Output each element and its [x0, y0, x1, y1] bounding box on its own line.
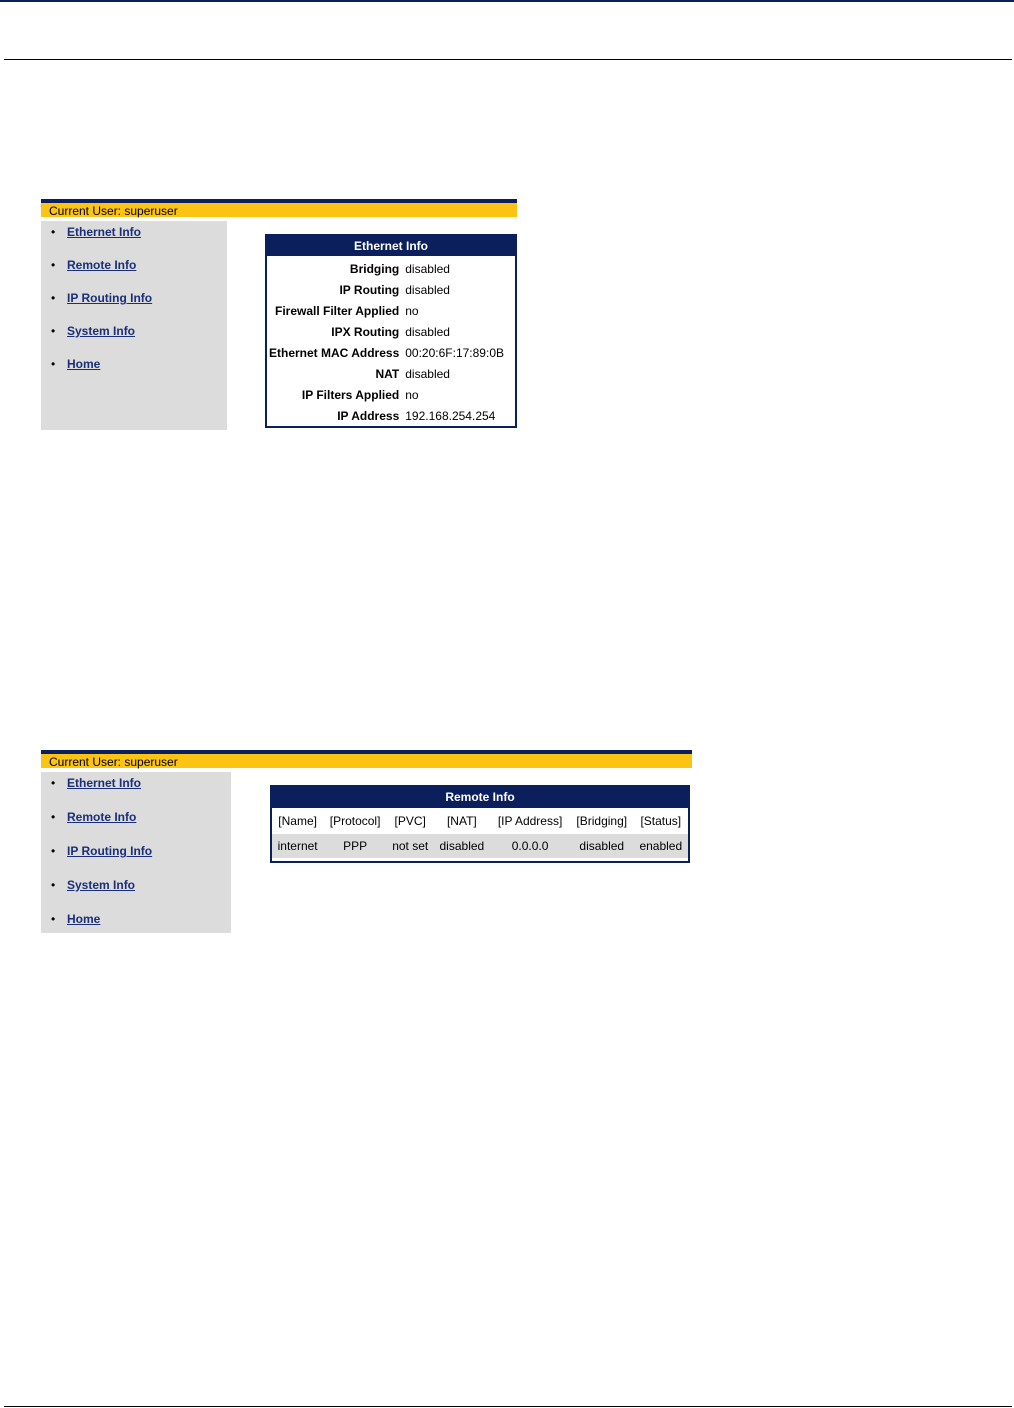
cell-name: internet: [272, 834, 323, 858]
table-row: [267, 321, 506, 342]
ethernet-info-link[interactable]: Ethernet Info: [67, 225, 141, 239]
row-key: Bridging: [349, 261, 400, 276]
cell-pvc: not set: [387, 834, 434, 858]
current-user-bar: [41, 199, 517, 217]
cell-status: enabled: [634, 834, 688, 858]
bullet-icon: •: [51, 810, 56, 824]
table-row: [267, 384, 506, 405]
row-key: Ethernet MAC Address: [269, 345, 400, 360]
sidebar-item-system-info: [51, 878, 136, 892]
column-header: [NAT]: [446, 814, 477, 828]
home-link[interactable]: Home: [67, 357, 101, 371]
table-row: [267, 342, 506, 363]
table-row: [267, 258, 506, 279]
ethernet-info-panel: [265, 234, 517, 428]
row-value: disabled: [405, 261, 450, 276]
table-row: [267, 300, 506, 321]
current-user-text: Current User: superuser: [49, 204, 178, 218]
remote-info-panel: [270, 785, 690, 863]
row-key: IP Filters Applied: [301, 387, 400, 402]
column-header: [IP Address]: [497, 814, 563, 828]
bullet-icon: •: [51, 291, 56, 305]
cell-ip-address: 0.0.0.0: [490, 834, 570, 858]
sidebar-item-ip-routing-info: [51, 291, 153, 305]
sidebar-item-remote-info: [51, 810, 137, 824]
remote-info-link[interactable]: Remote Info: [67, 810, 137, 824]
ip-routing-info-link[interactable]: IP Routing Info: [67, 291, 153, 305]
column-header: [Bridging]: [576, 814, 628, 828]
ethernet-info-table: [267, 258, 506, 426]
row-value: disabled: [405, 282, 450, 297]
table-row: [267, 279, 506, 300]
ethernet-info-title: Ethernet Info: [267, 236, 515, 256]
column-header: [PVC]: [394, 814, 426, 828]
sidebar-item-system-info: [51, 324, 136, 338]
cell-nat: disabled: [434, 834, 491, 858]
bullet-icon: •: [51, 258, 56, 272]
row-value: 192.168.254.254: [405, 408, 496, 423]
remote-info-table: [272, 808, 688, 858]
footer-rule: [4, 1406, 1012, 1407]
sidebar-item-ethernet-info: [51, 225, 141, 239]
cell-protocol: PPP: [323, 834, 387, 858]
remote-info-link[interactable]: Remote Info: [67, 258, 137, 272]
row-value: no: [405, 387, 419, 402]
row-value: no: [405, 303, 419, 318]
remote-info-title: Remote Info: [272, 787, 688, 808]
table-row: [267, 405, 506, 426]
ethernet-info-screenshot: [41, 199, 517, 430]
column-header: [Protocol]: [329, 814, 381, 828]
column-header: [Status]: [640, 814, 682, 828]
row-key: IP Routing: [339, 282, 400, 297]
bullet-icon: •: [51, 357, 56, 371]
bullet-icon: •: [51, 844, 56, 858]
bullet-icon: •: [51, 225, 56, 239]
table-row: [267, 363, 506, 384]
sidebar-item-ip-routing-info: [51, 844, 153, 858]
row-value: disabled: [405, 366, 450, 381]
system-info-link[interactable]: System Info: [67, 878, 136, 892]
ethernet-info-link[interactable]: Ethernet Info: [67, 776, 141, 790]
remote-info-screenshot: [41, 750, 692, 933]
row-key: IPX Routing: [331, 324, 400, 339]
sidebar-nav: [41, 221, 227, 430]
bullet-icon: •: [51, 878, 56, 892]
sidebar-item-home: [51, 357, 101, 371]
row-key: Firewall Filter Applied: [275, 303, 400, 318]
row-value: disabled: [405, 324, 450, 339]
sidebar-item-ethernet-info: [51, 776, 141, 790]
row-key: IP Address: [337, 408, 400, 423]
table-header-row: [272, 808, 688, 834]
system-info-link[interactable]: System Info: [67, 324, 136, 338]
bullet-icon: •: [51, 324, 56, 338]
current-user-bar: [41, 750, 692, 768]
table-row: [272, 834, 688, 858]
cell-bridging: disabled: [570, 834, 634, 858]
row-key: NAT: [375, 366, 400, 381]
header-rule: [4, 59, 1012, 60]
ip-routing-info-link[interactable]: IP Routing Info: [67, 844, 153, 858]
bullet-icon: •: [51, 912, 56, 926]
top-border: [0, 0, 1014, 2]
sidebar-item-home: [51, 912, 101, 926]
home-link[interactable]: Home: [67, 912, 101, 926]
bullet-icon: •: [51, 776, 56, 790]
column-header: [Name]: [278, 814, 317, 828]
sidebar-item-remote-info: [51, 258, 137, 272]
current-user-text: Current User: superuser: [49, 755, 178, 769]
row-value: 00:20:6F:17:89:0B: [405, 345, 504, 360]
sidebar-nav: [41, 772, 231, 933]
